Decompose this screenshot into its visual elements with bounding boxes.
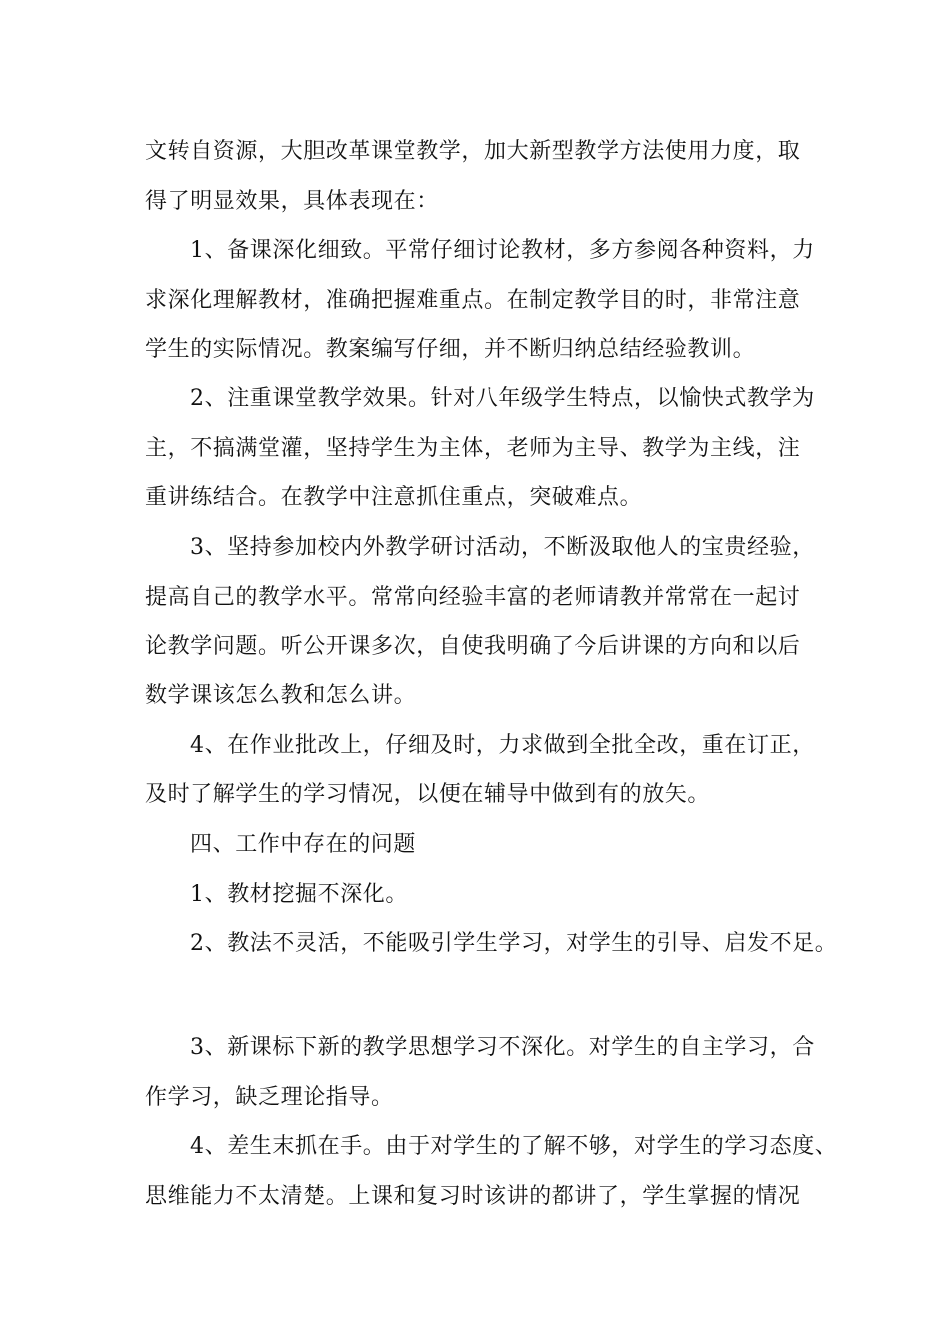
paragraph-line: 得了明显效果，具体表现在： — [145, 189, 439, 214]
paragraph-line: 重讲练结合。在教学中注意抓住重点，突破难点。 — [145, 485, 643, 510]
paragraph-line: 3、坚持参加校内外教学研讨活动，不断汲取他人的宝贵经验， — [190, 535, 815, 560]
paragraph-line: 提高自己的教学水平。常常向经验丰富的老师请教并常常在一起讨 — [145, 585, 801, 610]
paragraph-line: 2、教法不灵活，不能吸引学生学习，对学生的引导、启发不足。 — [190, 931, 838, 956]
paragraph-line: 主，不搞满堂灌，坚持学生为主体，老师为主导、教学为主线，注 — [145, 436, 801, 461]
paragraph-line: 4、差生末抓在手。由于对学生的了解不够，对学生的学习态度、 — [190, 1134, 838, 1159]
paragraph-line: 思维能力不太清楚。上课和复习时该讲的都讲了，学生掌握的情况 — [145, 1184, 801, 1209]
paragraph-line: 1、备课深化细致。平常仔细讨论教材，多方参阅各种资料，力 — [190, 238, 815, 263]
section-heading: 四、工作中存在的问题 — [190, 832, 417, 857]
paragraph-line: 4、在作业批改上，仔细及时，力求做到全批全改，重在订正， — [190, 733, 815, 758]
paragraph-line: 3、新课标下新的教学思想学习不深化。对学生的自主学习，合 — [190, 1035, 815, 1060]
paragraph-line: 学生的实际情况。教案编写仔细，并不断归纳总结经验教训。 — [145, 337, 756, 362]
paragraph-line: 作学习，缺乏理论指导。 — [145, 1085, 394, 1110]
paragraph-line: 2、注重课堂教学效果。针对八年级学生特点，以愉快式教学为 — [190, 386, 815, 411]
paragraph-line: 求深化理解教材，准确把握难重点。在制定教学目的时，非常注意 — [145, 288, 801, 313]
paragraph-line: 文转自资源，大胆改革课堂教学，加大新型教学方法使用力度，取 — [145, 139, 801, 164]
paragraph-line: 数学课该怎么教和怎么讲。 — [145, 683, 417, 708]
paragraph-line: 论教学问题。听公开课多次，自使我明确了今后讲课的方向和以后 — [145, 634, 801, 659]
paragraph-line: 1、教材挖掘不深化。 — [190, 882, 408, 907]
paragraph-line: 及时了解学生的学习情况，以便在辅导中做到有的放矢。 — [145, 782, 711, 807]
